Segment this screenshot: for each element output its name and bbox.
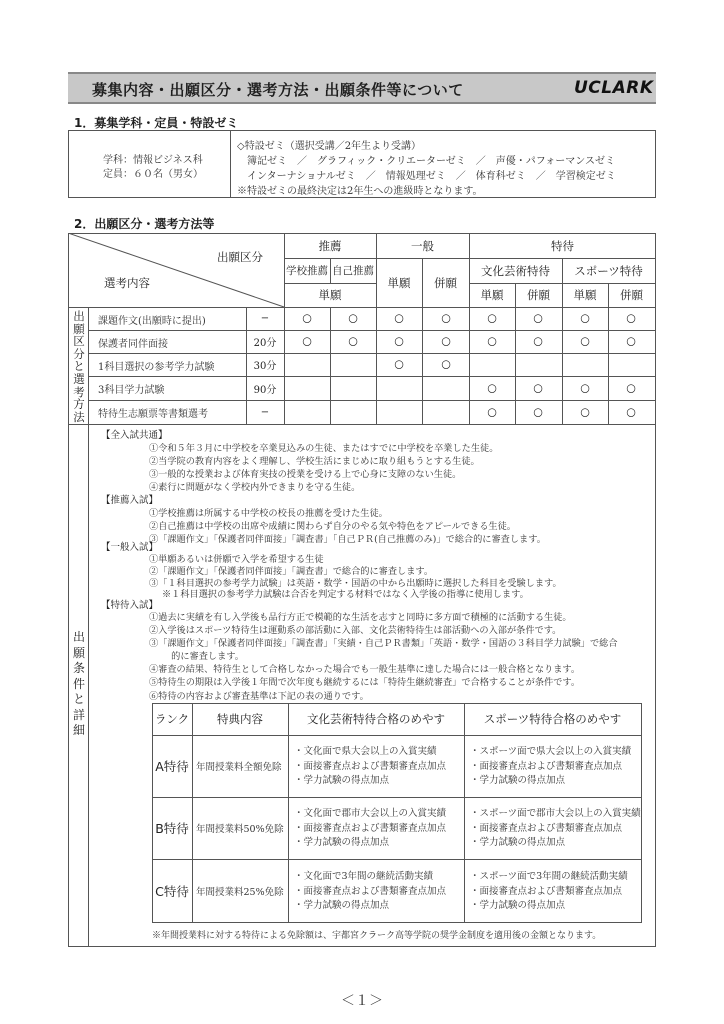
row-name: 特待生志願票等書類選考 [98,409,208,420]
page-number: ＜１＞ [341,993,383,1009]
rank-c: C特待 [155,883,189,899]
sp-item: ③「課題作文」「保護者同伴面接」「調査書」「実績・自己ＰＲ書類」「英語・数学・国語の３科目学力試験」で総合 [149,638,618,649]
circle-mark: ○ [580,381,590,395]
seminar-list-1: 簿記ゼミ ／ グラフィック・クリエーターゼミ ／ 声優・パフォーマンスゼミ [237,156,615,167]
all-item: ②当学院の教育内容をよく理解し、学校生活にまじめに取り組もうとする生徒。 [149,456,480,467]
side-label-char: 方 [73,397,85,412]
section2-heading: 2．出願区分・選考方法等 [74,217,215,231]
benefit-header: 特典内容 [217,712,263,726]
rec-item: ③「課題作文」「保護者同伴面接」「調査書」「自己ＰＲ(自己推薦のみ)」で総合的に審査します。 [149,534,546,545]
side-label-char: 出 [73,309,85,323]
sp-item: ⑥特待の内容および審査基準は下記の表の通りです。 [149,691,369,702]
circle-mark: ○ [533,405,543,419]
circle-mark: ○ [441,357,451,371]
rank-b: B特待 [155,821,189,836]
circle-mark: ○ [580,334,590,348]
side-label-char: 区 [73,334,85,349]
sp-item: ①過去に実績を有し入学後も品行方正で模範的な生活を志すと同時に多方面で積極的に活動する生徒。 [149,612,572,623]
circle-mark: ○ [626,334,636,348]
circle-mark: ○ [487,381,497,395]
side-label-char: と [72,692,85,706]
side-label-selection [71,310,87,423]
side-label-char: 出 [72,630,85,644]
capacity-line: 定員：６０名（男女） [103,169,203,180]
all-item: ①令和５年３月に中学校を卒業見込みの生徒、またはすでに中学校を卒業した生徒。 [149,443,499,454]
rec-item: ①学校推薦は所属する中学校の校長の推薦を受けた生徒。 [149,508,388,519]
sp-item: 的に審査します。 [162,651,244,662]
rec-heading: 【推薦入試】 [101,495,159,506]
circle-mark: ○ [441,311,451,325]
circle-mark: ○ [580,405,590,419]
header-culture-single: 単願 [480,288,504,302]
benefit-b: 年間授業料50%免除 [196,824,284,835]
header-special: 特待 [551,238,574,253]
gen-item: ②「課題作文」「保護者同伴面接」「調査書」で総合的に審査します。 [149,566,434,577]
header-sports-single: 単願 [573,288,597,302]
circle-mark: ○ [394,311,404,325]
department-line: 学科：情報ビジネス科 [103,155,203,166]
circle-mark: ○ [302,334,312,348]
side-label-conditions [71,630,87,739]
header-sports: スポーツ特待 [574,263,643,278]
header-general-single: 単願 [387,275,411,290]
all-item: ④素行に問題がなく学校内外できまりを守る生徒。 [149,482,361,493]
header-recommend: 推薦 [318,238,342,253]
header-general: 一般 [411,238,434,253]
circle-mark: ○ [302,311,312,325]
sports-b: ・スポーツ面で郡市大会以上の入賞実績 ・面接審査点および書類審査点加点 ・学力試験の得点加点 [470,808,641,848]
row-time: 90分 [253,384,277,396]
circle-mark: ○ [394,357,404,371]
culture-a: ・文化面で県大会以上の入賞実績 ・面接審査点および書類審査点加点 ・学力試験の得点加点 [294,746,447,786]
sports-a: ・スポーツ面で県大会以上の入賞実績 ・面接審査点および書類審査点加点 ・学力試験の得点加点 [470,746,632,786]
corner-diagonal [68,233,285,308]
side-label-char: 選 [73,371,85,386]
row-time: 30分 [253,361,277,372]
row-time: − [260,313,270,324]
sp-heading: 【特待入試】 [101,600,159,611]
gen-item: ※１科目選択の参考学力試験は合否を判定する材料ではなく入学後の指導に使用します。 [162,589,529,600]
sp-item: ②入学後はスポーツ特待生は運動系の部活動に入部、文化芸術特待生は部活動への入部が条件です。 [149,625,562,636]
rank-footnote: ※年間授業料に対する特待による免除額は、宇都宮クラーク高等学院の奨学金制度を適用後の金額となります。 [152,931,602,941]
sp-item: ⑤特待生の期限は入学後１年間で次年度も継続するには「特待生継続審査」で合格することが条件です。 [149,677,581,688]
circle-mark: ○ [487,405,497,419]
header-culture-combined: 併願 [527,288,550,302]
circle-mark: ○ [348,334,358,348]
rec-item: ②自己推薦は中学校の出席や成績に関わらず自分のやる気や特色をアピールできる生徒。 [149,521,516,532]
side-label-char: 詳 [72,707,85,722]
side-label-char: 願 [73,321,85,336]
side-label-char: 願 [72,645,85,660]
sp-item: ④審査の結果、特待生として合格しなかった場合でも一般生基準に達した場合には一般合格となります。 [149,664,581,675]
side-label-char: と [73,359,85,374]
header-school-rec: 学校推薦 [286,265,328,277]
circle-mark: ○ [626,405,636,419]
circle-mark: ○ [533,381,543,395]
sports-header: スポーツ特待合格のめやす [483,712,622,726]
row-name: 1科目選択の参考学力試験 [98,362,215,373]
seminar-note: ※特設ゼミの最終決定は2年生への進級時となります。 [237,186,483,197]
circle-mark: ○ [348,311,358,325]
side-label-char: 条 [72,661,85,675]
row-time: − [260,406,270,418]
side-label-char: 考 [73,384,85,399]
circle-mark: ○ [626,311,636,325]
seminar-list-2: インターナショナルゼミ ／ 情報処理ゼミ ／ 体育科ゼミ ／ 学習検定ゼミ [237,171,616,182]
gen-heading: 【一般入試】 [101,542,159,553]
header-sports-combined: 併願 [620,288,643,302]
header-culture: 文化芸術特待 [481,263,550,278]
rank-table [152,703,642,923]
circle-mark: ○ [441,334,451,348]
uclark-logo: UCLARK [574,78,654,98]
circle-mark: ○ [626,381,636,395]
all-heading: 【全入試共通】 [101,430,168,441]
seminar-title: ◇特設ゼミ（選択受講／2年生より受講） [237,141,422,152]
all-item: ③一般的な授業および体育実技の授業を受ける上で心身に支障のない生徒。 [149,469,462,480]
sports-c: ・スポーツ面で3年間の継続活動実績 ・面接審査点および書類審査点加点 ・学力試験の得点加点 [470,871,628,911]
page-title: 募集内容・出願区分・選考方法・出願条件等について [92,81,464,99]
side-label-char: 細 [72,723,85,737]
culture-header: 文化芸術特待合格のめやす [307,712,445,726]
row-name: 課題作文(出願時に提出) [98,316,206,327]
corner-bottom-label: 選考内容 [104,276,150,290]
circle-mark: ○ [533,334,543,348]
rank-a: A特待 [155,759,189,774]
side-label-char: 分 [73,346,85,361]
row-name: 3科目学力試験 [98,385,165,396]
circle-mark: ○ [394,334,404,348]
culture-b: ・文化面で郡市大会以上の入賞実績 ・面接審査点および書類審査点加点 ・学力試験の得点加点 [294,808,447,848]
circle-mark: ○ [487,311,497,325]
section1-divider [230,131,231,197]
rank-header: ランク [154,712,190,726]
benefit-c: 年間授業料25%免除 [196,887,284,898]
header-general-combined: 併願 [434,275,457,290]
circle-mark: ○ [487,334,497,348]
header-rec-single: 単願 [318,288,342,302]
side-label-char: 法 [73,409,85,424]
corner-top-label: 出願区分 [217,250,263,264]
section1-heading: 1．募集学科・定員・特設ゼミ [74,116,239,130]
gen-item: ③「１科目選択の参考学力試験」は英語・数学・国語の中から出願時に選択した科目を受験します。 [149,578,562,589]
side-label-char: 件 [72,676,85,691]
gen-item: ①単願あるいは併願で入学を希望する生徒 [149,554,324,565]
row-time: 20分 [253,338,277,349]
circle-mark: ○ [580,311,590,325]
circle-mark: ○ [533,311,543,325]
header-self-rec: 自己推薦 [332,265,374,277]
row-name: 保護者同伴面接 [98,339,168,350]
culture-c: ・文化面で3年間の継続活動実績 ・面接審査点および書類審査点加点 ・学力試験の得点加点 [294,871,447,911]
benefit-a: 年間授業料全額免除 [196,762,282,773]
